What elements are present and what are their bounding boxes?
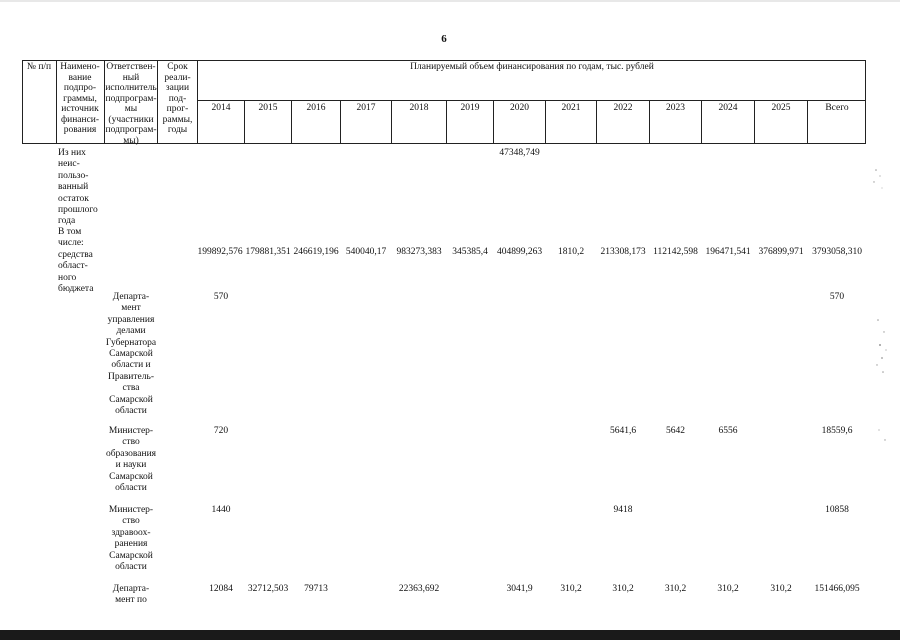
row-min-health-2014: 1440 <box>211 505 231 515</box>
header-year-2022: 2022 <box>613 103 633 113</box>
header-year-2018: 2018 <box>409 103 429 113</box>
row-regional-prefix: В том числе: <box>58 227 84 249</box>
header-year-2017: 2017 <box>356 103 376 113</box>
row-regional-total: 3793058,310 <box>812 247 862 257</box>
row-regional-2016: 246619,196 <box>293 247 339 257</box>
header-year-2024: 2024 <box>718 103 738 113</box>
header-year-2020: 2020 <box>510 103 529 113</box>
row-dept-last-responsible: Департа-мент по <box>112 584 150 606</box>
row-dept-last-2024: 310,2 <box>717 584 739 594</box>
row-regional-2021: 1810,2 <box>557 247 585 257</box>
row-min-edu-2014: 720 <box>213 426 229 436</box>
row-regional-2023: 112142,598 <box>653 247 698 257</box>
row-regional-2015: 179881,351 <box>245 247 291 257</box>
header-year-2023: 2023 <box>666 103 685 113</box>
header-col-term: Срок реали-зации под-прог-раммы, годы <box>162 62 193 135</box>
header-year-2021: 2021 <box>561 103 581 113</box>
header-year-2014: 2014 <box>211 103 231 113</box>
row-dept-last-2025: 310,2 <box>770 584 792 594</box>
row-dept-last-2016: 79713 <box>304 584 328 594</box>
row-min-health-total: 10858 <box>825 505 849 515</box>
row-dept-last-2023: 310,2 <box>664 584 687 594</box>
row-dept-last-2014: 12084 <box>209 584 233 594</box>
header-col-number: № п/п <box>26 62 52 72</box>
header-year-2019: 2019 <box>460 103 480 113</box>
scan-bottom-edge <box>0 630 900 640</box>
row-regional-2017: 540040,17 <box>345 247 387 257</box>
row-min-edu-2024: 6556 <box>718 426 738 436</box>
row-unused-2020: 47348,749 <box>499 148 540 158</box>
header-year-2025: 2025 <box>771 103 791 113</box>
row-regional-2024: 196471,541 <box>705 247 751 257</box>
row-min-edu-2023: 5642 <box>666 426 685 436</box>
scan-noise <box>868 160 898 460</box>
row-unused-name: Из них неис-пользо-ванный остаток прошлого года <box>58 148 98 227</box>
row-regional-name: средства област-ного бюджета <box>58 250 94 295</box>
row-dept-last-2018: 22363,692 <box>398 584 440 594</box>
header-col-plan: Планируемый объем финансирования по годам, тыс. рублей <box>410 62 654 72</box>
row-regional-2020: 404899,263 <box>496 247 543 257</box>
row-dept-last-total: 151466,095 <box>814 584 860 594</box>
row-dept-last-2015: 32712,503 <box>247 584 289 594</box>
row-dept-last-2021: 310,2 <box>560 584 582 594</box>
header-year-2015: 2015 <box>258 103 278 113</box>
row-min-health-2022: 9418 <box>613 505 633 515</box>
header-year-total: Всего <box>825 103 849 113</box>
row-regional-2022: 213308,173 <box>600 247 646 257</box>
row-dept-gov-responsible: Департа-мент управления делами Губернатора Самарской области и Правитель-ства Самарской области <box>105 292 157 417</box>
row-dept-gov-2014: 570 <box>213 292 229 302</box>
row-regional-2019: 345385,4 <box>452 247 488 257</box>
row-dept-gov-total: 570 <box>829 292 845 302</box>
row-dept-last-2022: 310,2 <box>612 584 634 594</box>
row-regional-2014: 199892,576 <box>197 247 243 257</box>
row-min-edu-total: 18559,6 <box>821 426 853 436</box>
row-min-health-responsible: Министер-ство здравоох-ранения Самарской области <box>108 505 154 573</box>
row-min-edu-2022: 5641,6 <box>609 426 637 436</box>
row-regional-2018: 983273,383 <box>396 247 442 257</box>
header-col-name: Наимено-вание подпро-граммы, источник финанси-рования <box>60 62 100 135</box>
header-col-responsible: Ответствен-ный исполнитель подпрограм-мы (участники подпрограм-мы) <box>105 62 157 146</box>
header-year-2016: 2016 <box>306 103 326 113</box>
top-edge-rule <box>0 0 900 2</box>
row-regional-2025: 376899,971 <box>758 247 804 257</box>
page-number: 6 <box>441 33 447 45</box>
row-min-edu-responsible: Министер-ство образования и науки Самарской области <box>105 426 157 494</box>
row-dept-last-2020: 3041,9 <box>506 584 533 594</box>
